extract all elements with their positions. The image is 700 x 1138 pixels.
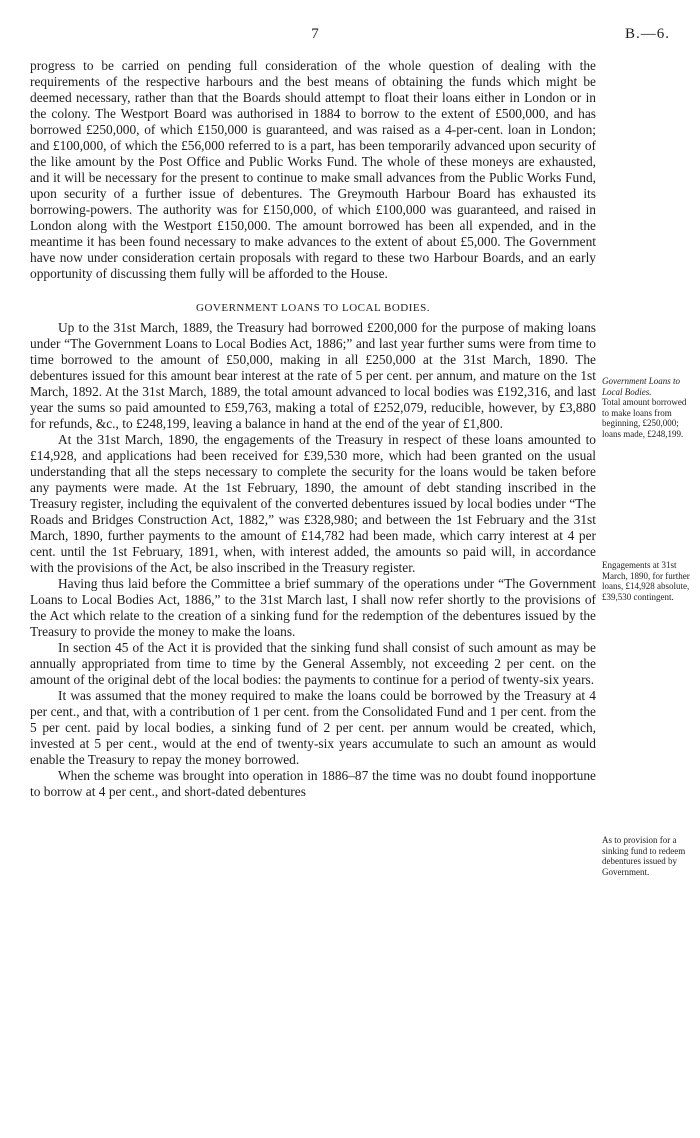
main-text — [30, 58, 596, 800]
paragraph: It was assumed that the money required to make the loans could be borrowed by the Treasury at 4 per cent., and that, with a contribution of 1 per cent. from the Consolidated Fund and 1 per cent. from the 5 per cent. paid by local bodies, a sinking fund of 2 per cent. per annum would be created, which, invested at 5 per cent., would at the end of twenty-six years accumulate to such an amount as would enable the Treasury to repay the money borrowed. — [30, 688, 596, 767]
margin-note — [602, 560, 694, 602]
paragraph: progress to be carried on pending full consideration of the whole question of dealing with the requirements of the respective harbours and the best means of obtaining the funds which might be deemed necessary, rather than that the Boards should attempt to float their loans either in London or in the colony. The Westport Board was authorised in 1884 to borrow to the extent of £500,000, and has borrowed £250,000, of which £150,000 is guaranteed, and was raised as a 4-per-cent. loan in London; and £100,000, of which the £56,000 referred to is a part, has been temporarily advanced upon security of the like amount by the Post Office and Public Works Fund. The whole of these moneys are exhausted, and it will be necessary for the present to continue to make small advances from the Public Works Fund, upon security of a further issue of debentures. The Greymouth Harbour Board has exhausted its borrowing-powers. The authority was for £150,000, of which £100,000 was guaranteed, and raised in London along with the Westport £150,000. The amount borrowed has been all expended, and in the meantime it has been found necessary to make advances to the extent of about £5,000. The Government have now under consideration certain proposals with regard to these two Harbour Boards, and an early opportunity of discussing them fully will be afforded to the House. — [30, 58, 596, 281]
margin-note-text: Engagements at 31st March, 1890, for further loans, £14,928 absolute, £39,530 contingent. — [602, 560, 690, 602]
paragraph: When the scheme was brought into operation in 1886–87 the time was no doubt found inopportune to borrow at 4 per cent., and short-dated debentures — [30, 768, 596, 799]
margin-note — [602, 835, 694, 877]
paragraph: Having thus laid before the Committee a brief summary of the operations under “The Government Loans to Local Bodies Act, 1886,” to the 31st March last, I shall now refer shortly to the provisions of the Act which relate to the creation of a sinking fund for the redemption of the debentures issued by the Treasury to provide the money to make the loans. — [30, 576, 596, 639]
margin-note-text: As to provision for a sinking fund to redeem debentures issued by Government. — [602, 835, 686, 877]
paragraph: In section 45 of the Act it is provided that the sinking fund shall consist of such amount as may be annually appropriated from time to time by the General Assembly, not exceeding 2 per cent. on the amount of the original debt of the local bodies: the payments to continue for a period of twenty-six years. — [30, 640, 596, 687]
margin-note — [602, 376, 694, 439]
section-heading: GOVERNMENT LOANS TO LOCAL BODIES. — [196, 302, 430, 314]
paragraph: Up to the 31st March, 1889, the Treasury had borrowed £200,000 for the purpose of making loans under “The Government Loans to Local Bodies Act, 1886;” and last year further sums were from time to time borrowed to the amount of £50,000, making in all £250,000 at the 31st March, 1890. The debentures issued for this amount bear interest at the rate of 5 per cent. per annum, and mature on the 1st March, 1892. At the 31st March, 1889, the total amount advanced to local bodies was £192,316, and last year the sums so paid amounted to £59,763, making a total of £252,079, reducible, however, by £3,880 for refunds, &c., to £248,199, leaving a balance in hand at the end of the year of £1,800. — [30, 320, 596, 431]
document-reference: B.—6. — [624, 26, 670, 42]
margin-note-title: Government Loans to Local Bodies. — [602, 376, 680, 397]
margin-note-text: Total amount borrowed to make loans from beginning, £250,000; loans made, £248,199. — [602, 397, 687, 439]
page-number: 7 — [311, 26, 319, 42]
paragraph: At the 31st March, 1890, the engagements of the Treasury in respect of these loans amounted to £14,928, and applications had been received for £39,530 more, which had been granted on the usual understanding that all the steps necessary to complete the security for the loans would be taken before any payments were made. At the 1st February, 1890, the amount of debt standing inscribed in the Treasury register, including the equivalent of the converted debentures issued by local bodies under “The Roads and Bridges Construction Act, 1882,” was £328,980; and between the 1st February and the 31st March, 1890, further payments to the amount of £14,782 had been made, which carry interest at 4 per cent. until the 1st February, 1891, when, with interest added, the amounts so paid will, in accordance with the provisions of the Act, be also inscribed in the Treasury register. — [30, 432, 596, 575]
